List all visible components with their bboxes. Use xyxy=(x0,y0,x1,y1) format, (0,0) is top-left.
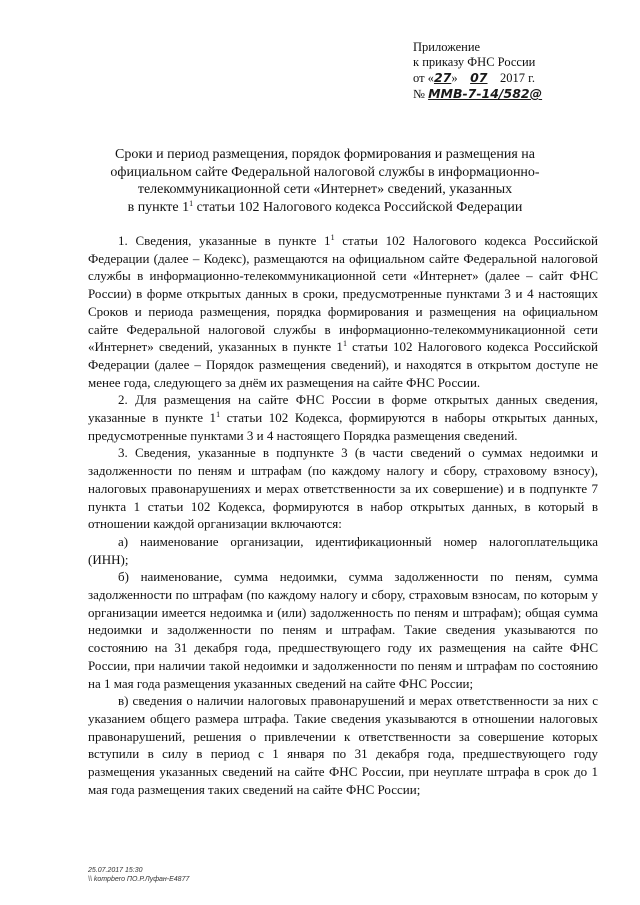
superscript: 1 xyxy=(330,233,335,242)
title-text: в пункте 1 xyxy=(127,199,190,215)
order-number-handwritten: ММВ-7-14/582@ xyxy=(428,86,543,101)
title-line: телекоммуникационной сети «Интернет» сведений, указанных xyxy=(137,182,513,197)
text: 2. Для размещения на сайте ФНС России в форме открытых данных сведения, указанные в пункте 1 xyxy=(88,392,598,426)
superscript: 1 xyxy=(216,410,221,420)
date-prefix: от « xyxy=(413,71,434,85)
subparagraph-b: б) наименование, сумма недоимки, сумма задолженности по пеням, сумма задолженности по штрафам (по каждому налогу и сбору, страховым взносам, по которым у организации имеется недоимка и (или) задолженность по пеням и штрафам); общая сумма недоимки и задолженности по пеням и штрафам. Такие сведения указываются по состоянию на 31 декабря года, предшествующего году их размещения на сайте ФНС России, при наличии такой недоимки и задолженности по пеням и штрафам по состоянию на 1 мая года размещения указанных сведений на сайте ФНС России; xyxy=(88,569,598,691)
appendix-label: Приложение xyxy=(413,40,481,54)
footer-stamp xyxy=(88,866,189,884)
date-day-handwritten: 27 xyxy=(433,70,452,85)
subparagraph-v: в) сведения о наличии налоговых правонарушений и мерах ответственности за них с указанием общего размера штрафа. Такие сведения указываются в отношении налоговых правонарушений, решения о привлечении к ответственности за совершение которых вступили в силу в период с 1 января по 31 декабря года, предшествующего году размещения указанных сведений на сайте ФНС России, при неуплате штрафа в срок до 1 мая года размещения таких сведений на сайте ФНС России; xyxy=(88,693,598,797)
superscript: 1 xyxy=(342,339,347,349)
text: статьи 102 Налогового кодекса Российской Федерации (далее – Порядок размещения сведений), и находятся в открытом доступе не менее года, следующего за днём их размещения на сайте ФНС России. xyxy=(88,339,599,390)
title-line: Сроки и период размещения, порядок формирования и размещения на xyxy=(115,147,535,162)
subparagraph-a: а) наименование организации, идентификационный номер налогоплательщика (ИНН); xyxy=(88,533,598,567)
paragraph-2 xyxy=(88,391,598,444)
appendix-date xyxy=(413,70,542,86)
date-year: 2017 г. xyxy=(500,71,535,85)
title-text: статьи 102 Налогового кодекса Российской Федерации xyxy=(193,199,523,215)
text: статьи 102 Налогового кодекса Российской Федерации (далее – Кодекс), размещаются на официальном сайте Федеральной налоговой службы в информационно-телекоммуникационной сети «Интернет» (далее – сайт ФНС России) в форме открытых данных в сроки, предусмотренные пунктами 3 и 4 настоящих Сроков и периода размещения, порядка формирования и размещения на официальном сайте Федеральной налоговой службы в информационно-телекоммуникационной сети «Интернет» сведений, указанных в пункте 1 xyxy=(88,233,598,355)
text: статьи 102 Кодекса, формируются в наборы открытых данных, предусмотренные пунктами 3 и 4 настоящего Порядка размещения сведений. xyxy=(88,410,598,443)
document-body xyxy=(88,232,598,799)
text: 1. Сведения, указанные в пункте 1 xyxy=(118,233,331,248)
appendix-order-ref: к приказу ФНС России xyxy=(413,55,536,69)
paragraph-1 xyxy=(88,232,598,391)
number-prefix: № xyxy=(413,87,425,101)
title-line xyxy=(90,199,560,217)
footer-timestamp: 25.07.2017 15:30 xyxy=(88,867,143,874)
appendix-number xyxy=(413,86,542,102)
title-line: официальном сайте Федеральной налоговой службы в информационно- xyxy=(110,164,540,180)
date-mid: » xyxy=(451,71,458,85)
paragraph-3: 3. Сведения, указанные в подпункте 3 (в части сведений о суммах недоимки и задолженности по пеням и штрафам (по каждому налогу и сбору, страховому взносу), налоговых правонарушениях и мерах ответственности за их совершение) и в подпункте 7 пункта 1 статьи 102 Кодекса, формируются в набор открытых данных, в который в отношении каждой организации включаются: xyxy=(88,445,598,532)
appendix-block xyxy=(413,40,542,102)
footer-path: \\ kompbero ПО.Р.Луфан-Е4877 xyxy=(88,876,190,883)
document-title xyxy=(90,146,560,216)
title-superscript: 1 xyxy=(189,198,194,208)
date-month-handwritten: 07 xyxy=(470,70,488,85)
